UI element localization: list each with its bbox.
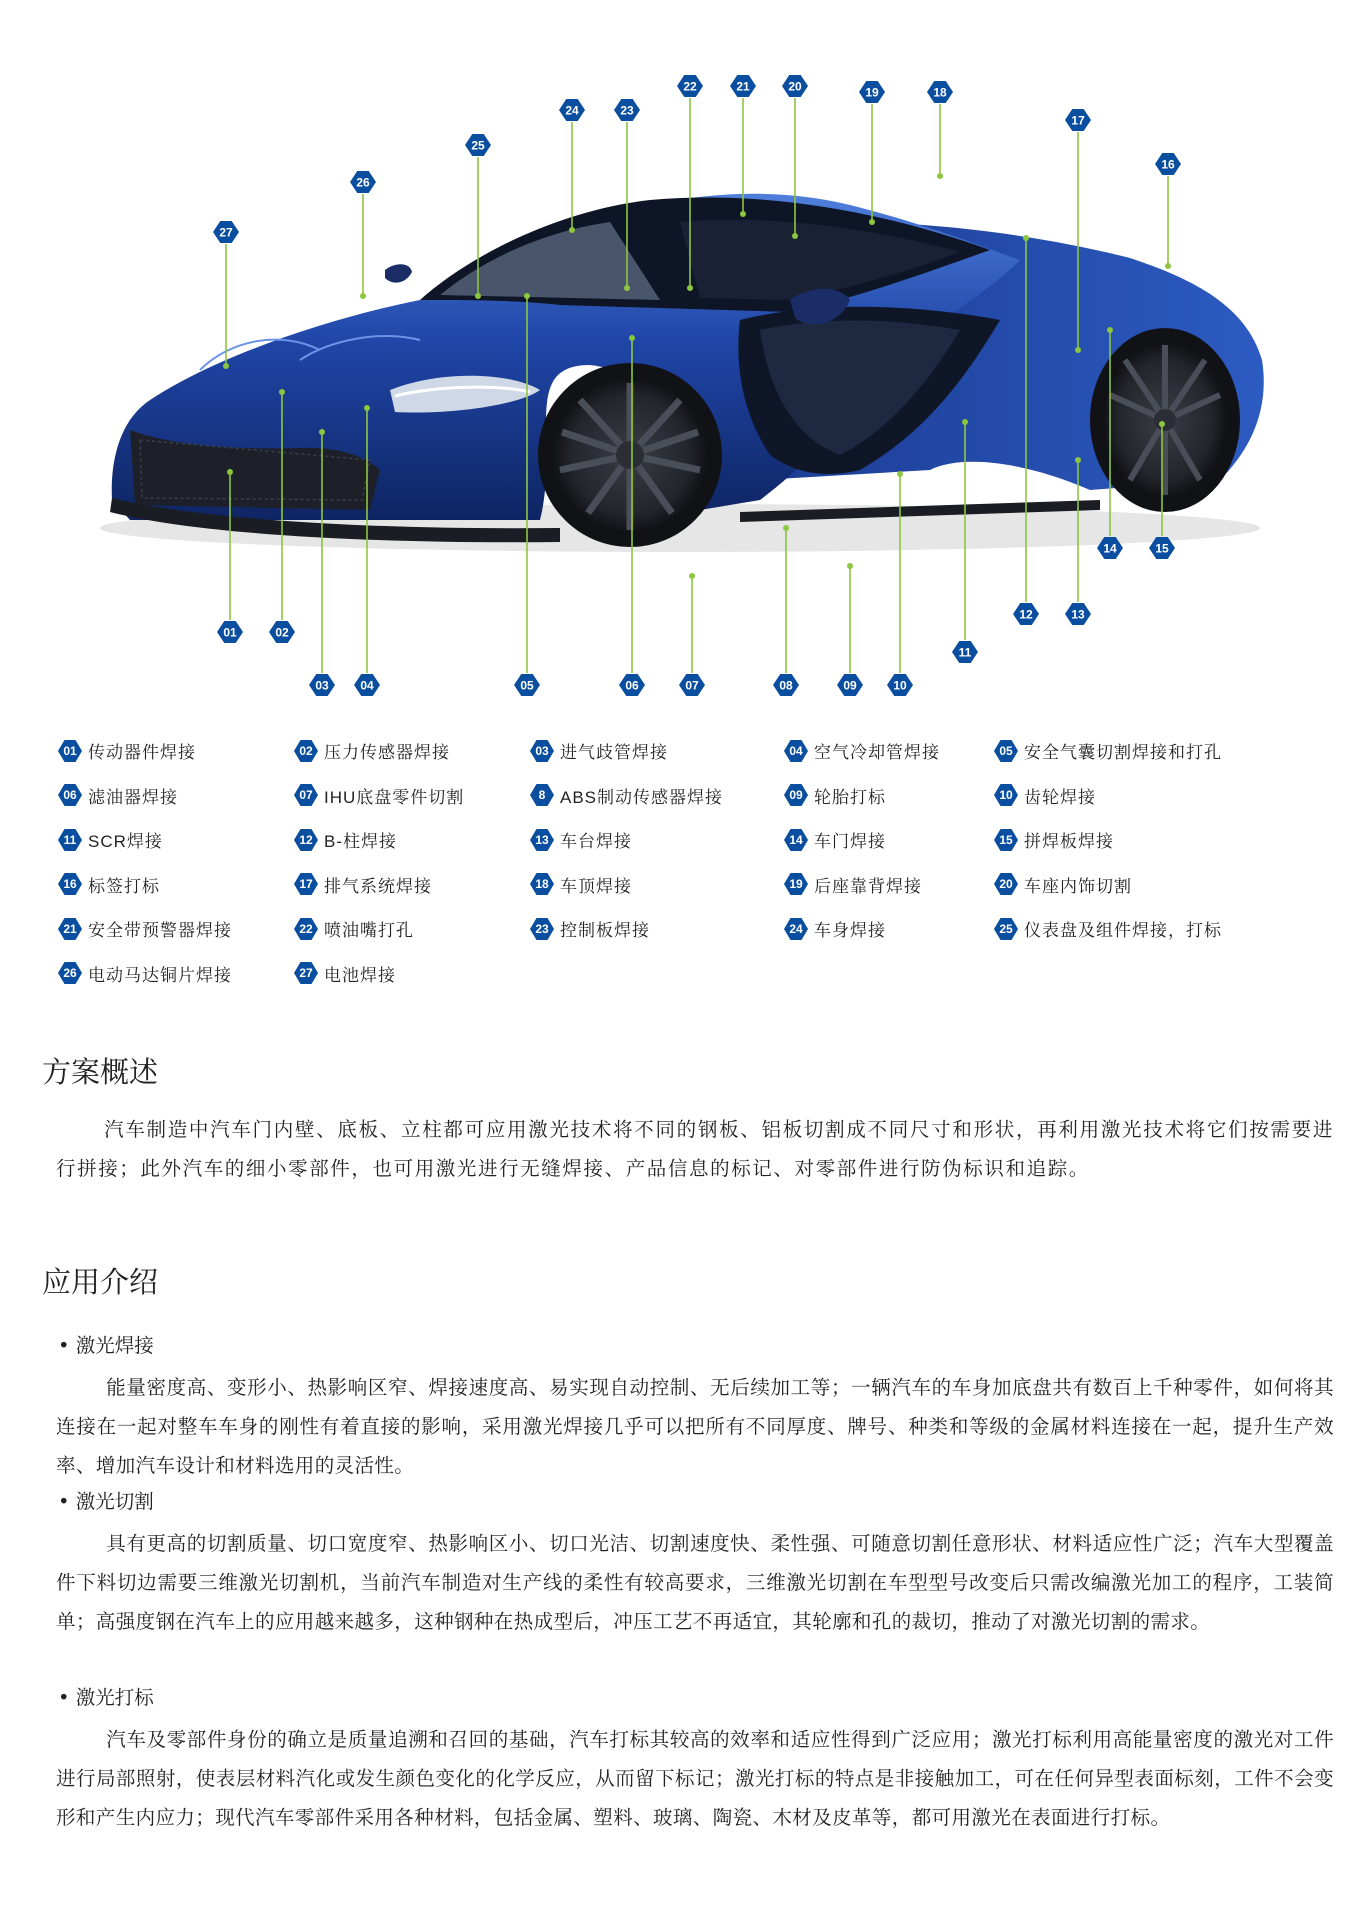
legend-badge-number: 10 [999,788,1013,802]
callout-badge-number: 25 [471,138,485,153]
legend-label: 喷油嘴打孔 [324,921,414,940]
callout-point [227,469,233,475]
callout-badge-13 [1065,603,1091,625]
legend-label: 轮胎打标 [814,787,886,807]
callout-point [897,471,903,477]
front-wheel [538,363,722,547]
callout-badge-25 [465,134,491,156]
legend-item [784,783,886,808]
legend-item [530,783,723,808]
legend-badge-icon [58,962,82,984]
legend-badge-number: 18 [535,877,549,891]
legend-label: 车门焊接 [814,832,886,851]
legend-badge-number: 11 [63,832,77,847]
legend-label: 拼焊板焊接 [1024,832,1114,851]
callout-point [869,219,875,225]
legend-item [530,827,632,852]
legend-badge-icon [58,829,82,851]
legend-label: 齿轮焊接 [1024,787,1096,807]
legend-label: 仪表盘及组件焊接，打标 [1024,921,1222,940]
callout-badge-number: 03 [315,678,329,693]
legend-label: 电动马达铜片焊接 [88,965,232,985]
legend-badge-icon [784,740,808,762]
legend-item [994,738,1222,763]
callout-badge-24 [559,99,585,121]
callout-badge-23 [614,99,640,121]
callout-badge-10 [887,674,913,696]
section-heading-marking [58,1682,154,1710]
heading-text: 激光打标 [75,1686,154,1709]
legend-badge-number: 04 [789,743,803,758]
legend-badge-number: 12 [299,832,313,847]
legend-item [58,827,163,852]
legend-label: 进气歧管焊接 [560,743,668,762]
legend-badge-icon [994,829,1018,851]
legend-badge-icon [530,740,554,762]
callout-badge-number: 13 [1071,607,1085,622]
section-text-cutting [56,1524,1334,1641]
callout-badge-08 [773,674,799,696]
callout-badge-number: 16 [1161,157,1175,172]
legend-item [294,738,450,763]
legend-badge-number: 05 [999,743,1013,758]
callout-badge-05 [514,674,540,696]
legend-badge-icon [294,829,318,851]
legend-badge-icon [530,873,554,895]
callout-badge-number: 23 [620,103,634,118]
legend-item [58,783,178,808]
callout-badge-03 [309,674,335,696]
application-title: 应用介绍 [42,1265,159,1299]
legend-badge-number: 16 [63,877,77,891]
callout-badge-06 [619,674,645,696]
legend-badge-icon [784,829,808,851]
legend-item [58,872,160,897]
legend-badge-icon [58,918,82,940]
legend-badge-icon [294,962,318,984]
legend-badge-number: 21 [63,921,77,936]
legend-label: ABS制动传感器焊接 [560,787,724,807]
legend-badge-number: 15 [999,832,1013,847]
paragraph-text: 能量密度高、变形小、热影响区窄、焊接速度高、易实现自动控制、无后续加工等；一辆汽车的车身加底盘共有数百上千种零件，如何将其连接在一起对整车车身的刚性有着直接的影响，采用激光焊接几乎可以把所有不同厚度、牌号、种类和等级的金属材料连接在一起，提升生产效率、增加汽车设计和材料选用的灵活性。 [56,1376,1334,1477]
legend-badge-icon [294,873,318,895]
callout-point [1107,327,1113,333]
callout-badge-01 [217,621,243,643]
callout-badge-22 [677,75,703,97]
legend-item [784,916,886,941]
callout-point [847,563,853,569]
callout-point [1075,457,1081,463]
legend-label: 车顶焊接 [560,876,632,896]
legend-label: 标签打标 [88,876,160,896]
legend-item [994,827,1114,852]
callout-point [319,429,325,435]
callout-point [223,363,229,369]
legend-badge-number: 25 [999,921,1013,936]
callout-badge-number: 15 [1155,541,1169,556]
legend-label: IHU底盘零件切割 [324,787,465,807]
legend-badge-number: 13 [535,832,549,847]
legend-badge-icon [294,784,318,806]
section-text-welding [56,1368,1334,1485]
legend-item [58,738,196,763]
legend-item [294,827,397,852]
legend-badge-number: 24 [789,921,803,936]
callout-badge-number: 11 [958,645,972,660]
callout-badge-number: 12 [1019,607,1033,622]
legend-label: 空气冷却管焊接 [814,743,940,762]
legend-item [294,872,432,897]
callout-point [629,335,635,341]
legend-badge-number: 19 [789,877,803,891]
callout-point [475,293,481,299]
legend-badge-icon [58,873,82,895]
heading-text: 激光切割 [75,1490,154,1513]
legend-label: 车台焊接 [560,832,632,851]
callout-badge-12 [1013,603,1039,625]
legend-badge-number: 26 [63,966,77,980]
callout-badge-number: 01 [223,625,237,640]
callout-point [1159,421,1165,427]
legend-badge-icon [58,740,82,762]
legend-label: SCR焊接 [88,832,163,851]
legend-badge-icon [784,784,808,806]
legend-badge-number: 06 [63,788,77,802]
legend-label: 控制板焊接 [560,921,650,940]
legend-item [994,872,1132,897]
callout-badge-20 [782,75,808,97]
bullet-dot: • [58,1334,70,1357]
callout-badge-number: 08 [779,678,793,693]
callout-point [792,233,798,239]
legend-label: 压力传感器焊接 [324,743,450,762]
section-text-marking [56,1720,1334,1837]
callout-badge-number: 24 [565,103,579,118]
legend-label: 后座靠背焊接 [814,876,922,896]
paragraph-text: 汽车及零部件身份的确立是质量追溯和召回的基础，汽车打标其较高的效率和适应性得到广泛应用；激光打标利用高能量密度的激光对工件进行局部照射，使表层材料汽化或发生颜色变化的化学反应，从而留下标记；激光打标的特点是非接触加工，可在任何异型表面标刻，工件不会变形和产生内应力；现代汽车零部件采用各种材料，包括金属、塑料、玻璃、陶瓷、木材及皮革等，都可用激光在表面进行打标。 [56,1728,1334,1829]
callout-badge-18 [927,81,953,103]
callout-point [962,419,968,425]
callout-point [937,173,943,179]
callout-badge-number: 26 [356,175,370,190]
callout-badge-number: 02 [275,625,289,640]
legend-badge-icon [994,873,1018,895]
callout-point [1023,235,1029,241]
callout-badge-02 [269,621,295,643]
legend-item [784,827,886,852]
callout-badge-09 [837,674,863,696]
legend-badge-icon [784,873,808,895]
callout-point [1165,263,1171,269]
callout-badge-19 [859,81,885,103]
legend-label: 安全带预警器焊接 [88,921,232,940]
paragraph-text: 具有更高的切割质量、切口宽度窄、热影响区小、切口光洁、切割速度快、柔性强、可随意切割任意形状、材料适应性广泛；汽车大型覆盖件下料切边需要三维激光切割机，当前汽车制造对生产线的柔性有较高要求，三维激光切割在车型型号改变后只需改编激光加工的程序，工装简单；高强度钢在汽车上的应用越来越多，这种钢种在热成型后，冲压工艺不再适宜，其轮廓和孔的裁切，推动了对激光切割的需求。 [56,1532,1334,1633]
callout-badge-number: 09 [843,678,857,693]
heading-text: 激光焊接 [75,1334,154,1357]
callout-point [687,285,693,291]
callout-badge-26 [350,171,376,193]
legend-badge-icon [994,784,1018,806]
legend-badge-icon [784,918,808,940]
callout-badge-07 [679,674,705,696]
legend-badge-number: 14 [789,832,803,847]
callout-point [364,405,370,411]
legend-label: 安全气囊切割焊接和打孔 [1024,743,1222,762]
legend-badge-icon [530,829,554,851]
bullet-dot: • [58,1686,70,1709]
callout-point [624,285,630,291]
callout-badge-number: 14 [1103,541,1117,556]
rear-wheel [1090,328,1240,512]
callout-badge-number: 19 [865,85,879,100]
bullet-dot: • [58,1490,70,1513]
overview-paragraph [56,1110,1334,1188]
legend-badge-icon [994,740,1018,762]
callout-point [783,525,789,531]
callout-point [524,293,530,299]
legend-badge-number: 03 [535,743,549,758]
legend-item [294,783,464,808]
legend-badge-number: 27 [299,966,313,980]
legend-badge-icon [530,918,554,940]
legend-item [530,872,632,897]
callout-badge-number: 22 [683,79,697,94]
legend-badge-number: 8 [538,788,546,802]
callout-badge-number: 21 [736,79,750,94]
callout-badge-17 [1065,109,1091,131]
callout-badge-number: 05 [520,678,534,693]
legend-label: 排气系统焊接 [324,876,432,896]
callout-badge-11 [952,641,978,663]
callout-badge-number: 17 [1071,113,1085,128]
callout-point [1075,347,1081,353]
legend-item [530,738,668,763]
legend-item [994,916,1222,941]
section-heading-welding [58,1330,154,1358]
legend-badge-icon [294,918,318,940]
legend-badge-number: 17 [299,877,313,891]
callout-point [279,389,285,395]
car-diagram [0,0,1372,720]
legend-badge-number: 23 [535,921,549,936]
overview-title: 方案概述 [42,1055,159,1089]
callout-badge-27 [213,221,239,243]
legend-label: 电池焊接 [324,965,396,985]
callout-badge-number: 18 [933,85,947,100]
legend-item [58,916,232,941]
legend-badge-icon [58,784,82,806]
legend-label: 车身焊接 [814,921,886,940]
legend-badge-number: 07 [299,788,313,802]
callout-point [689,573,695,579]
legend-item [530,916,650,941]
callout-badge-number: 07 [685,678,699,693]
legend-badge-number: 22 [299,921,313,936]
legend-item [994,783,1096,808]
legend-label: 滤油器焊接 [88,787,178,807]
legend-label: 车座内饰切割 [1024,876,1132,896]
legend-badge-number: 20 [999,877,1013,891]
legend-item [784,738,940,763]
overview-text: 汽车制造中汽车门内壁、底板、立柱都可应用激光技术将不同的钢板、铝板切割成不同尺寸和形状，再利用激光技术将它们按需要进行拼接；此外汽车的细小零部件，也可用激光进行无缝焊接、产品信息的标记、对零部件进行防伪标识和追踪。 [56,1118,1334,1180]
legend-item [294,916,414,941]
legend-label: B-柱焊接 [324,832,397,851]
legend-badge-number: 02 [299,743,313,758]
legend-badge-icon [294,740,318,762]
legend-item [784,872,922,897]
legend-label: 传动器件焊接 [88,743,196,762]
callout-point [740,211,746,217]
callout-badge-21 [730,75,756,97]
callout-badge-number: 10 [893,678,907,693]
legend-badge-number: 01 [63,743,77,758]
legend-badge-number: 09 [789,788,803,802]
callout-badge-number: 20 [788,79,802,94]
legend-item [294,961,396,986]
legend-badge-icon [994,918,1018,940]
callout-point [569,227,575,233]
legend-item [58,961,232,986]
callout-badge-16 [1155,153,1181,175]
callout-badge-04 [354,674,380,696]
callout-point [360,293,366,299]
callout-badge-number: 06 [625,678,639,693]
legend-badge-icon [530,784,554,806]
callout-badge-number: 27 [219,225,233,240]
section-heading-cutting [58,1486,154,1514]
callout-badge-number: 04 [360,678,374,693]
